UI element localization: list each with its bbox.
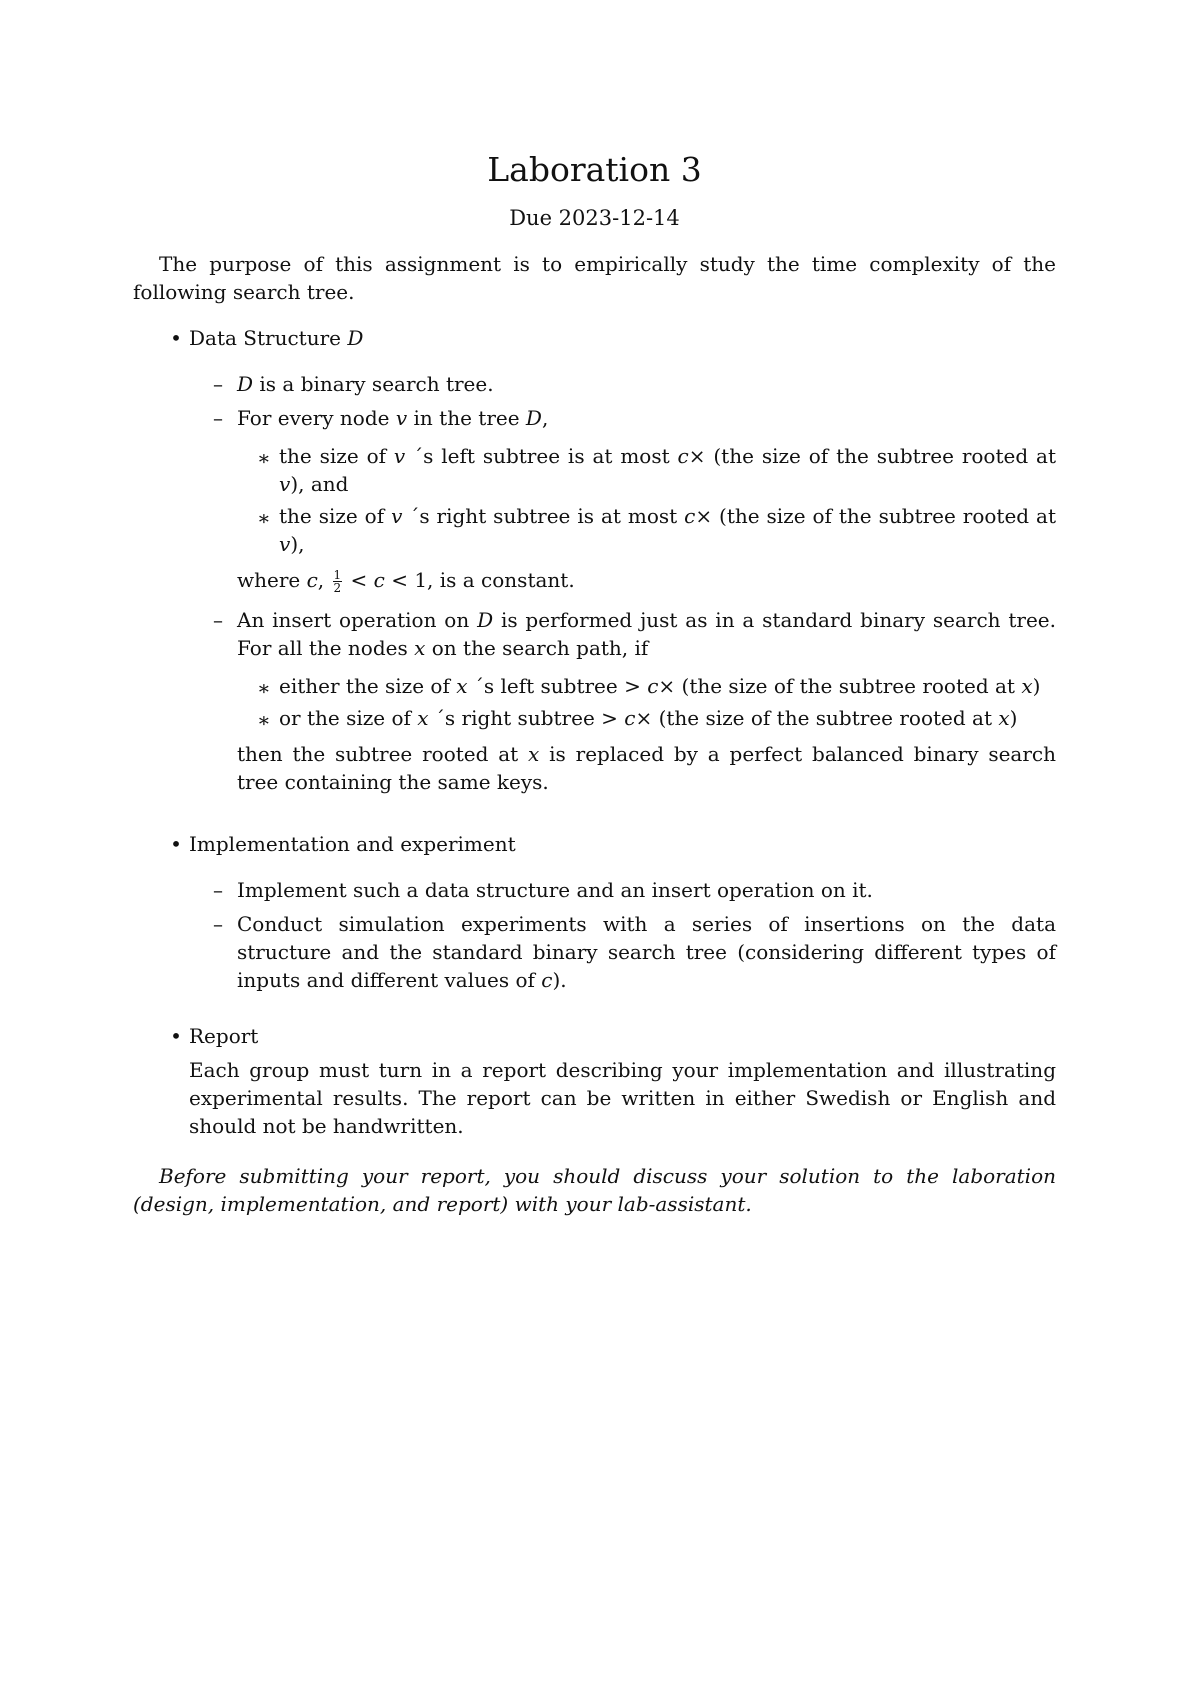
star-icon: ∗ (257, 506, 271, 530)
fraction-denominator: 2 (333, 581, 342, 595)
text-run: ´s left subtree > (467, 674, 648, 698)
math-var: v (393, 444, 406, 468)
document-title: Laboration 3 (487, 150, 702, 189)
text-run: , (317, 568, 331, 592)
dash-icon: – (213, 878, 223, 902)
text-run: ). (552, 968, 567, 992)
due-date: Due 2023-12-14 (509, 206, 680, 230)
text-run: is replaced by a perfect balanced binary search tree containing the same keys. (237, 742, 1056, 794)
bullet-icon: • (170, 832, 182, 856)
list-item-text: is a binary search tree. (253, 372, 494, 396)
math-var: v (279, 472, 291, 496)
intro-paragraph: The purpose of this assignment is to empirically study the time complexity of the following search tree. (133, 252, 1056, 304)
math-var: c (624, 706, 636, 730)
math-var: x (528, 742, 540, 766)
text-run: × (the size of the subtree rooted at (658, 674, 1022, 698)
math-var: x (417, 706, 429, 730)
section-heading-label: Implementation and experiment (189, 832, 516, 856)
list-item-experiments (189, 910, 1056, 994)
text-run: × (the size of the subtree rooted at (688, 444, 1056, 468)
section-heading-label: Report (189, 1024, 259, 1048)
section-heading-label: Data Structure (189, 326, 341, 350)
math-var: x (414, 636, 426, 660)
dash-icon: – (213, 372, 223, 396)
text-run: in the tree (407, 406, 526, 430)
text-run: ´s right subtree > (428, 706, 625, 730)
text-run: ) (1032, 674, 1041, 698)
report-description: Each group must turn in a report describing your implementation and illustrating experimental results. The report can be written in either Swedish or English and should not be handwritten. (189, 1058, 1056, 1138)
sublist-item-left-subtree (237, 442, 1056, 498)
text-run: For every node (237, 406, 396, 430)
sublist-item-right-subtree (237, 502, 1056, 558)
math-var: c (647, 674, 659, 698)
sublist-item-left-condition (237, 672, 1056, 700)
math-var: v (391, 504, 403, 528)
math-var: c (373, 568, 385, 592)
math-var: c (684, 504, 696, 528)
star-icon: ∗ (257, 446, 271, 470)
list-item-every-node (189, 404, 1056, 594)
text-run: < (344, 568, 374, 592)
dash-icon: – (213, 608, 223, 632)
math-var: x (998, 706, 1010, 730)
list-item-implement (189, 876, 1056, 904)
text-run: the size of (279, 444, 394, 468)
math-var: x (456, 674, 468, 698)
fraction-one-half (333, 569, 343, 594)
document-page (133, 150, 1056, 1238)
math-var: x (1021, 674, 1033, 698)
star-icon: ∗ (257, 676, 271, 700)
text-run: is performed just as in a standard binary search tree. For all the nodes (237, 608, 1056, 660)
text-run: ´s left subtree is at most (405, 444, 678, 468)
math-var: D (237, 372, 254, 396)
math-var: c (541, 968, 553, 992)
text-run: × (the size of the subtree rooted at (695, 504, 1056, 528)
text-run: or the size of (279, 706, 418, 730)
section-report (133, 1022, 1056, 1140)
math-var: D (477, 608, 494, 632)
list-item-bst (189, 370, 1056, 398)
section-heading-report (133, 1022, 1056, 1050)
section-implementation (133, 830, 1056, 994)
text-run: then the subtree rooted at (237, 742, 529, 766)
bullet-icon: • (170, 326, 182, 350)
math-var: c (306, 568, 318, 592)
dash-icon: – (213, 406, 223, 430)
list-item-text: Implement such a data structure and an insert operation on it. (237, 878, 873, 902)
text-run: × (the size of the subtree rooted at (635, 706, 999, 730)
text-run: , (541, 406, 549, 430)
star-icon: ∗ (257, 708, 271, 732)
text-run: ´s right subtree is at most (402, 504, 685, 528)
sublist-size-constraints (237, 442, 1056, 558)
math-var: D (525, 406, 542, 430)
text-run: ), and (290, 472, 349, 496)
text-run: < 1, is a constant. (384, 568, 575, 592)
sublist-item-right-condition (237, 704, 1056, 732)
math-var: c (677, 444, 689, 468)
section-data-structure (133, 324, 1056, 796)
then-clause (237, 740, 1056, 796)
list-item-insert (189, 606, 1056, 796)
sublist-insert-conditions (237, 672, 1056, 732)
section-heading-implementation (133, 830, 1056, 858)
math-var: v (395, 406, 408, 430)
bullet-icon: • (170, 1024, 182, 1048)
text-run: ), (290, 532, 305, 556)
text-run: either the size of (279, 674, 457, 698)
fraction-numerator: 1 (333, 568, 342, 582)
where-clause (237, 566, 1056, 594)
text-run: on the search path, if (425, 636, 649, 660)
text-run: Conduct simulation experiments with a series of insertions on the data structure and the standard binary search tree (considering different types of inputs and different values of (237, 912, 1056, 992)
dash-icon: – (213, 912, 223, 936)
math-var: v (279, 532, 291, 556)
text-run: ) (1009, 706, 1018, 730)
math-var: D (347, 326, 364, 350)
text-run: the size of (279, 504, 392, 528)
text-run: where (237, 568, 307, 592)
closing-note: Before submitting your report, you should discuss your solution to the laboration (design, implementation, and report) with your lab-assistant. (133, 1164, 1056, 1216)
section-heading-data-structure (133, 324, 1056, 352)
text-run: An insert operation on (237, 608, 478, 632)
